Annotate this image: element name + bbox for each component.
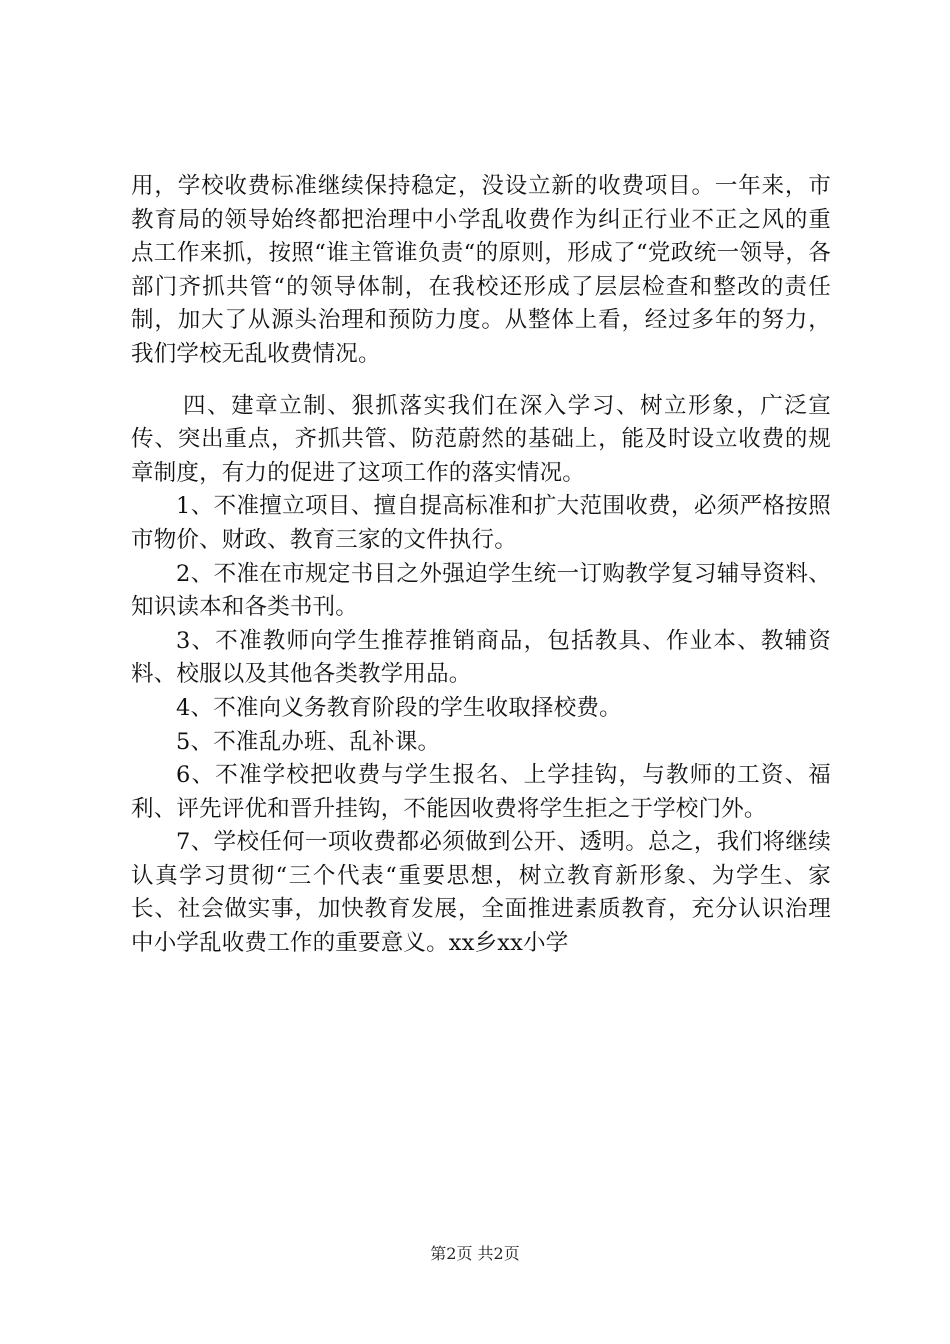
document-body [131,170,831,961]
rule-item-5: 5、不准乱办班、乱补课。 [176,728,441,755]
rule-item-4: 4、不准向义务教育阶段的学生收取择校费。 [176,694,622,721]
page-footer: 第2页 共2页 [430,1244,520,1263]
rule-item-2: 2、不准在市规定书目之外强迫学生统一订购教学复习辅导资料、知识读本和各类书刊。 [131,560,831,621]
rule-item-6: 6、不准学校把收费与学生报名、上学挂钩，与教师的工资、福利、评先评优和晋升挂钩，不能因收费将学生拒之于学校门外。 [131,762,831,822]
paragraph-intro: 用，学校收费标准继续保持稳定，没设立新的收费项目。一年来，市教育局的领导始终都把治理中小学乱收费作为纠正行业不正之风的重点工作来抓，按照“谁主管谁负责“的原则，形成了“党政统一领导，各部门齐抓共管“的领导体制，在我校还形成了层层检查和整改的责任制，加大了从源头治理和预防力度。从整体上看，经过多年的努力，我们学校无乱收费情况。 [131,173,831,367]
paragraph-gap [131,372,831,390]
rule-item-7-conclusion: 7、学校任何一项收费都必须做到公开、透明。总之，我们将继续认真学习贯彻“三个代表“重要思想，树立教育新形象、为学生、家长、社会做实事，加快教育发展，全面推进素质教育，充分认识治理中小学乱收费工作的重要意义。xx乡xx小学 [131,829,831,957]
paragraph-section-four: 四、建章立制、狠抓落实我们在深入学习、树立形象，广泛宣传、突出重点，齐抓共管、防范蔚然的基础上，能及时设立收费的规章制度，有力的促进了这项工作的落实情况。 [131,392,831,486]
rule-item-1: 1、不准擅立项目、擅自提高标准和扩大范围收费，必须严格按照市物价、财政、教育三家的文件执行。 [131,493,831,553]
rule-item-3: 3、不准教师向学生推荐推销商品，包括教具、作业本、教辅资料、校服以及其他各类教学用品。 [131,627,831,688]
